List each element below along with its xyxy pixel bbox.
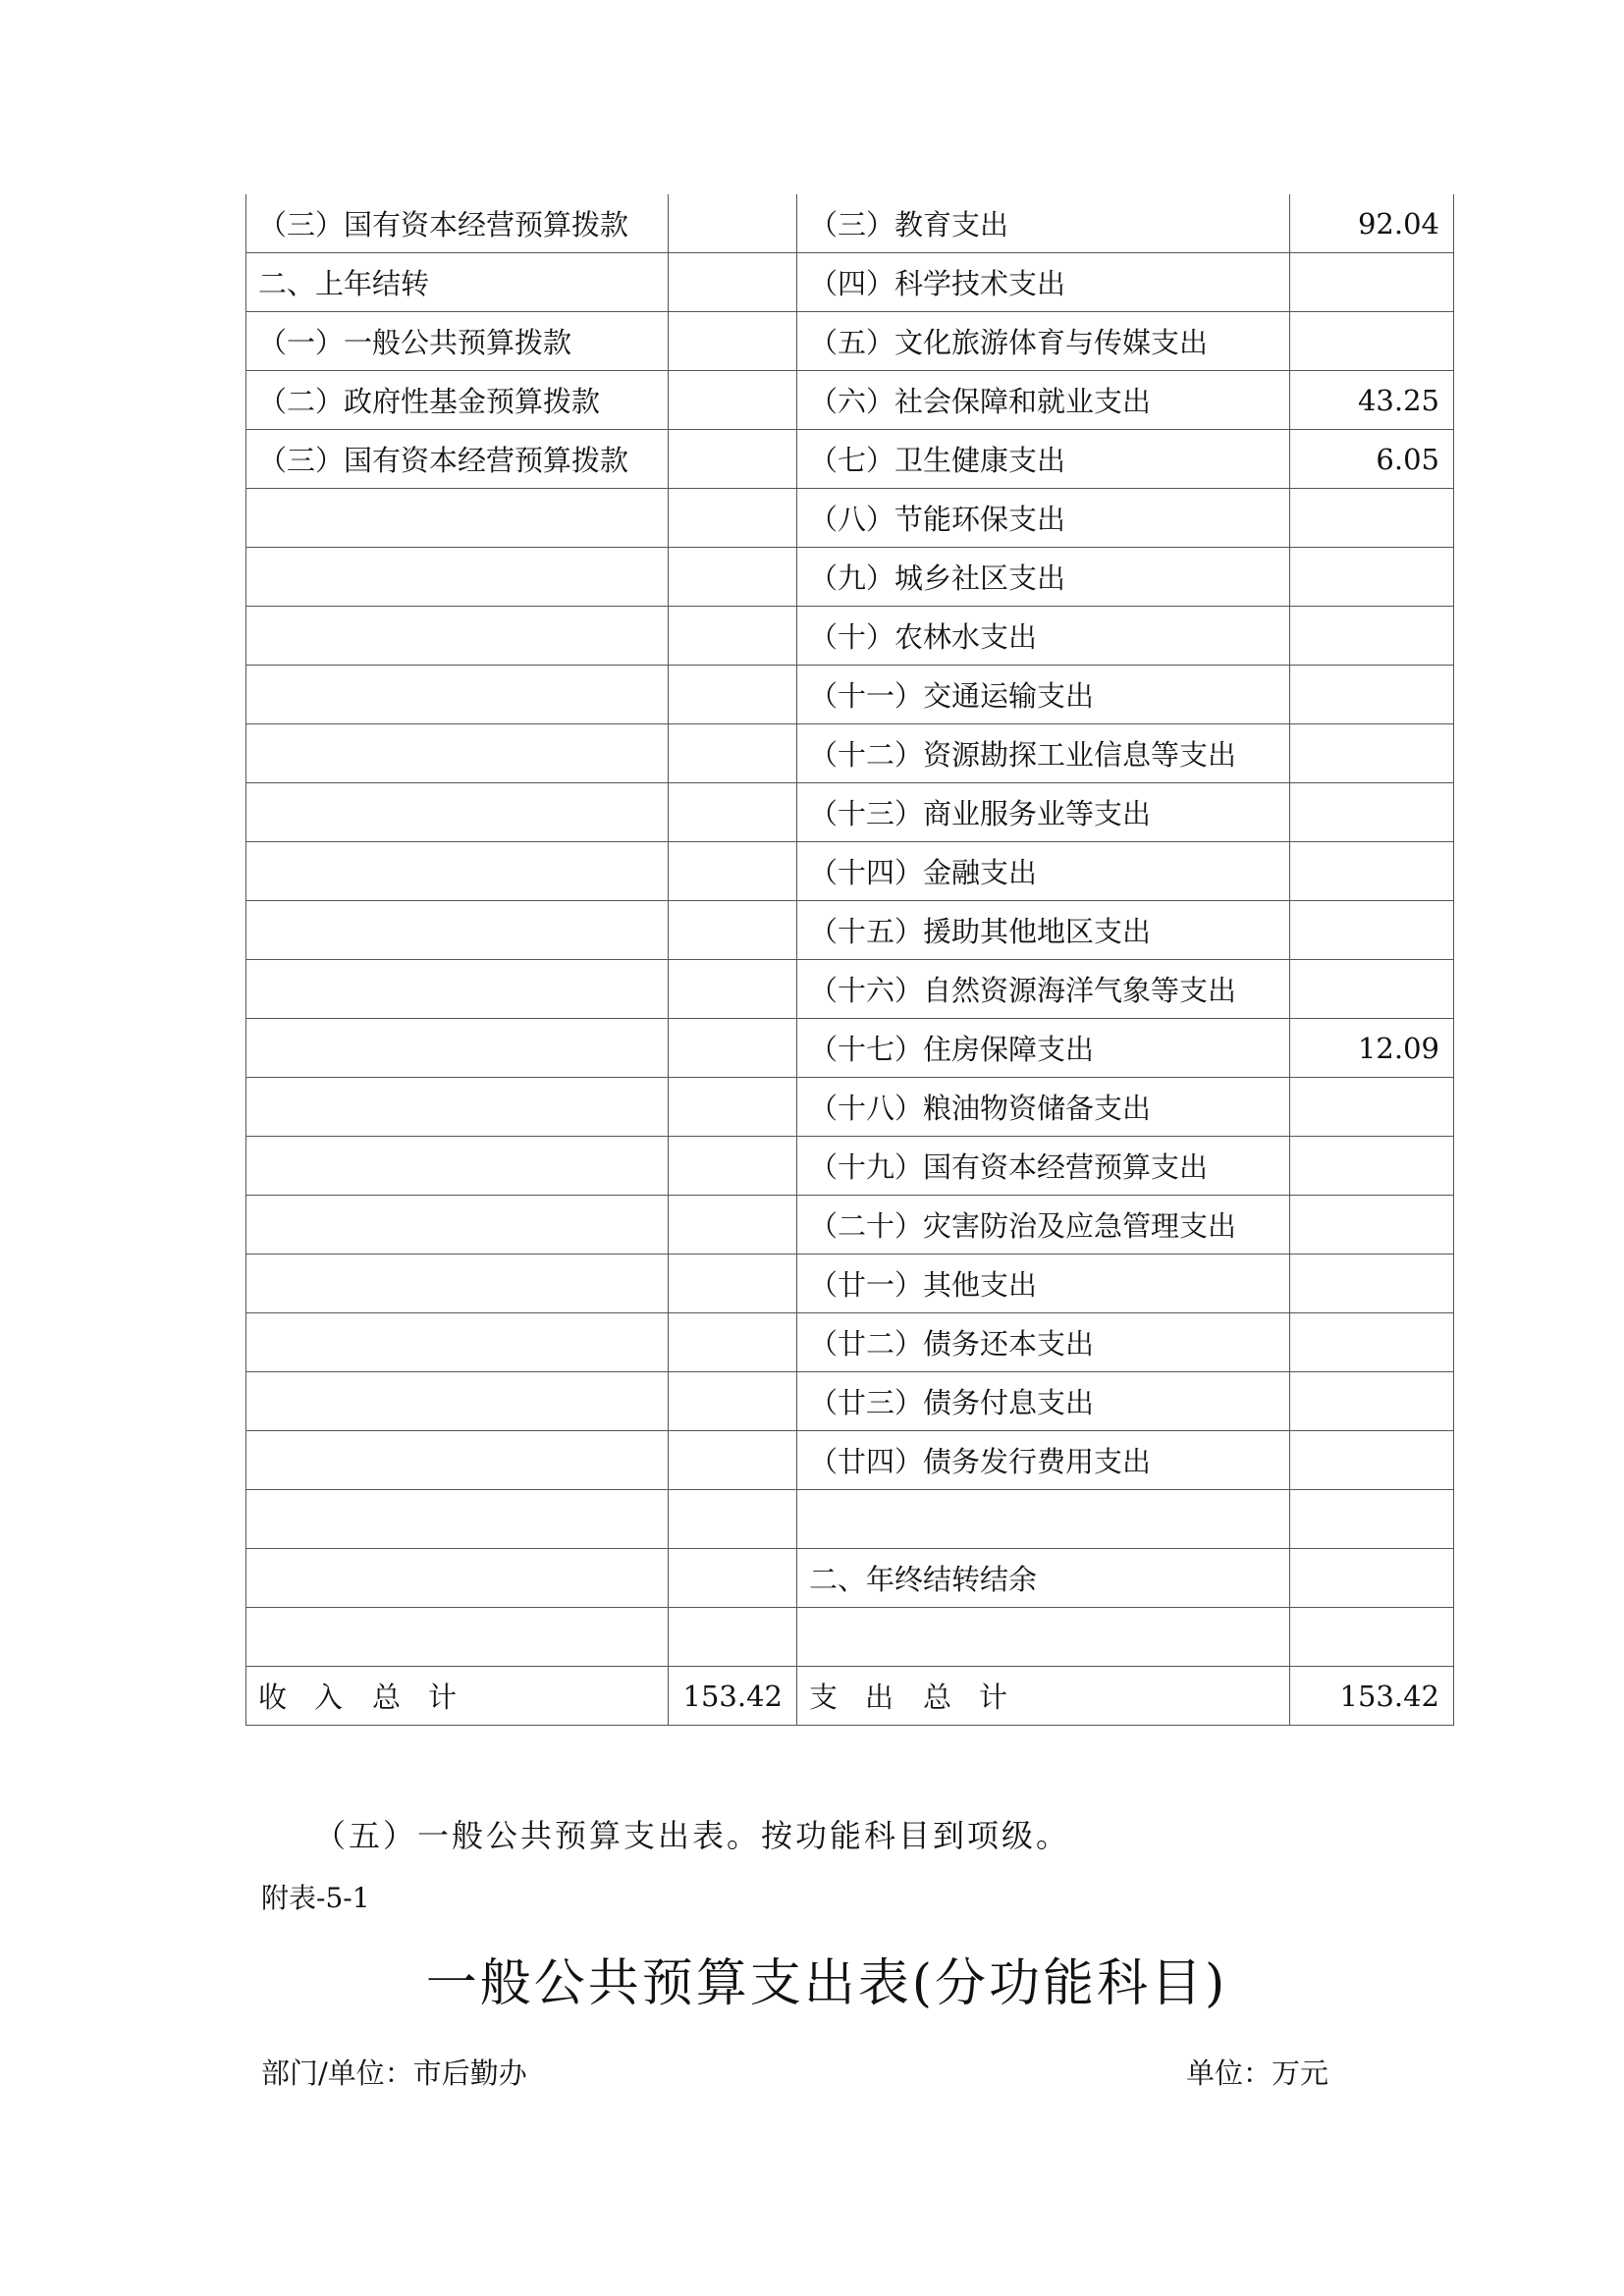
expense-amount-cell <box>1290 842 1454 901</box>
income-item-cell <box>246 901 669 960</box>
expense-amount-cell <box>1290 960 1454 1019</box>
expense-item-cell: （六）社会保障和就业支出 <box>797 371 1290 430</box>
income-item-cell <box>246 783 669 842</box>
income-item-cell: （二）政府性基金预算拨款 <box>246 371 669 430</box>
total-row <box>246 1667 1454 1726</box>
table-row <box>246 194 1454 253</box>
expense-item-cell: （廿四）债务发行费用支出 <box>797 1431 1290 1490</box>
income-amount-cell <box>669 194 797 253</box>
expense-amount-cell <box>1290 1196 1454 1255</box>
expense-amount-cell <box>1290 1490 1454 1549</box>
income-item-cell: （三）国有资本经营预算拨款 <box>246 430 669 489</box>
income-item-cell <box>246 1490 669 1549</box>
table-row <box>246 371 1454 430</box>
table-row <box>246 607 1454 666</box>
expense-amount-cell <box>1290 548 1454 607</box>
table-row <box>246 548 1454 607</box>
expense-item-cell: （廿三）债务付息支出 <box>797 1372 1290 1431</box>
expense-item-cell: （十四）金融支出 <box>797 842 1290 901</box>
income-item-cell <box>246 489 669 548</box>
expense-amount-cell <box>1290 666 1454 724</box>
table-row <box>246 901 1454 960</box>
income-item-cell <box>246 724 669 783</box>
table-row <box>246 253 1454 312</box>
total-label-char: 出 <box>865 1681 894 1714</box>
expense-item-cell: （十六）自然资源海洋气象等支出 <box>797 960 1290 1019</box>
income-amount-cell <box>669 842 797 901</box>
expense-amount-cell <box>1290 1372 1454 1431</box>
table-row <box>246 1490 1454 1549</box>
expense-item-cell <box>797 1490 1290 1549</box>
total-label-char: 计 <box>428 1681 458 1714</box>
expense-amount-cell <box>1290 1549 1454 1608</box>
expense-amount-cell <box>1290 1078 1454 1137</box>
expense-total-label <box>797 1667 1290 1726</box>
expense-amount-cell <box>1290 1608 1454 1667</box>
income-amount-cell <box>669 548 797 607</box>
expense-item-cell: （五）文化旅游体育与传媒支出 <box>797 312 1290 371</box>
expense-amount-cell <box>1290 607 1454 666</box>
income-amount-cell <box>669 1549 797 1608</box>
table-row <box>246 842 1454 901</box>
expense-amount-cell <box>1290 253 1454 312</box>
income-amount-cell <box>669 1372 797 1431</box>
table-row <box>246 1313 1454 1372</box>
department-label: 部门/单位：市后勤办 <box>261 2056 527 2090</box>
expense-amount-cell <box>1290 901 1454 960</box>
table-row <box>246 1196 1454 1255</box>
income-item-cell <box>246 1372 669 1431</box>
expense-amount-cell <box>1290 489 1454 548</box>
expense-item-cell: （九）城乡社区支出 <box>797 548 1290 607</box>
expense-amount-cell <box>1290 1313 1454 1372</box>
income-item-cell <box>246 1196 669 1255</box>
income-amount-cell <box>669 430 797 489</box>
budget-table-body <box>246 194 1454 1726</box>
expense-item-cell: （廿二）债务还本支出 <box>797 1313 1290 1372</box>
income-item-cell <box>246 1313 669 1372</box>
income-item-cell <box>246 607 669 666</box>
income-amount-cell <box>669 901 797 960</box>
income-item-cell <box>246 548 669 607</box>
expense-amount-cell: 43.25 <box>1290 371 1454 430</box>
total-label-char: 入 <box>314 1681 344 1714</box>
page-title: 一般公共预算支出表(分功能科目) <box>425 1954 1228 2013</box>
table-row <box>246 1137 1454 1196</box>
section-paragraph: （五）一般公共预算支出表。按功能科目到项级。 <box>314 1817 1071 1854</box>
income-item-cell: （一）一般公共预算拨款 <box>246 312 669 371</box>
total-label-char: 计 <box>979 1681 1008 1714</box>
expense-item-cell: （八）节能环保支出 <box>797 489 1290 548</box>
income-item-cell <box>246 1431 669 1490</box>
table-row <box>246 1372 1454 1431</box>
income-item-cell <box>246 960 669 1019</box>
table-row <box>246 1549 1454 1608</box>
total-label-char: 总 <box>923 1681 952 1714</box>
income-amount-cell <box>669 1078 797 1137</box>
table-row <box>246 783 1454 842</box>
income-amount-cell <box>669 371 797 430</box>
total-label-char: 收 <box>258 1681 288 1714</box>
table-row <box>246 430 1454 489</box>
income-item-cell <box>246 842 669 901</box>
table-row <box>246 1431 1454 1490</box>
table-row <box>246 1608 1454 1667</box>
income-amount-cell <box>669 1490 797 1549</box>
unit-label: 单位：万元 <box>1186 2056 1329 2090</box>
income-amount-cell <box>669 1431 797 1490</box>
income-item-cell <box>246 666 669 724</box>
table-row <box>246 1255 1454 1313</box>
expense-item-cell: （二十）灾害防治及应急管理支出 <box>797 1196 1290 1255</box>
table-row <box>246 724 1454 783</box>
expense-amount-cell <box>1290 1255 1454 1313</box>
income-amount-cell <box>669 1137 797 1196</box>
income-amount-cell <box>669 1608 797 1667</box>
income-item-cell <box>246 1137 669 1196</box>
expense-amount-cell: 12.09 <box>1290 1019 1454 1078</box>
income-item-cell <box>246 1549 669 1608</box>
income-amount-cell <box>669 1255 797 1313</box>
income-amount-cell <box>669 607 797 666</box>
table-row <box>246 960 1454 1019</box>
income-amount-cell <box>669 489 797 548</box>
total-label-char: 总 <box>372 1681 402 1714</box>
income-amount-cell <box>669 960 797 1019</box>
table-row <box>246 1078 1454 1137</box>
expense-item-cell: （十一）交通运输支出 <box>797 666 1290 724</box>
income-amount-cell <box>669 666 797 724</box>
expense-item-cell: （十三）商业服务业等支出 <box>797 783 1290 842</box>
appendix-label: 附表-5-1 <box>261 1882 370 1914</box>
expense-amount-cell <box>1290 724 1454 783</box>
income-total-value: 153.42 <box>669 1667 797 1726</box>
expense-item-cell: （十九）国有资本经营预算支出 <box>797 1137 1290 1196</box>
income-item-cell <box>246 1019 669 1078</box>
expense-item-cell: （七）卫生健康支出 <box>797 430 1290 489</box>
expense-item-cell: （四）科学技术支出 <box>797 253 1290 312</box>
income-amount-cell <box>669 724 797 783</box>
expense-amount-cell <box>1290 1137 1454 1196</box>
table-row <box>246 312 1454 371</box>
expense-amount-cell <box>1290 783 1454 842</box>
income-amount-cell <box>669 253 797 312</box>
income-amount-cell <box>669 783 797 842</box>
income-item-cell <box>246 1078 669 1137</box>
expense-item-cell: （廿一）其他支出 <box>797 1255 1290 1313</box>
table-row <box>246 666 1454 724</box>
income-amount-cell <box>669 312 797 371</box>
income-total-label <box>246 1667 669 1726</box>
income-item-cell <box>246 1255 669 1313</box>
income-item-cell <box>246 1608 669 1667</box>
expense-item-cell: （三）教育支出 <box>797 194 1290 253</box>
expense-item-cell <box>797 1608 1290 1667</box>
expense-amount-cell <box>1290 1431 1454 1490</box>
expense-item-cell: （十五）援助其他地区支出 <box>797 901 1290 960</box>
expense-item-cell: 二、年终结转结余 <box>797 1549 1290 1608</box>
table-row <box>246 489 1454 548</box>
income-item-cell: （三）国有资本经营预算拨款 <box>246 194 669 253</box>
expense-amount-cell <box>1290 312 1454 371</box>
expense-amount-cell: 6.05 <box>1290 430 1454 489</box>
table-row <box>246 1019 1454 1078</box>
expense-item-cell: （十七）住房保障支出 <box>797 1019 1290 1078</box>
expense-amount-cell: 92.04 <box>1290 194 1454 253</box>
budget-table <box>245 194 1454 1726</box>
income-amount-cell <box>669 1313 797 1372</box>
income-item-cell: 二、上年结转 <box>246 253 669 312</box>
income-amount-cell <box>669 1196 797 1255</box>
expense-item-cell: （十二）资源勘探工业信息等支出 <box>797 724 1290 783</box>
expense-item-cell: （十）农林水支出 <box>797 607 1290 666</box>
expense-total-value: 153.42 <box>1290 1667 1454 1726</box>
total-label-char: 支 <box>809 1681 839 1714</box>
income-amount-cell <box>669 1019 797 1078</box>
expense-item-cell: （十八）粮油物资储备支出 <box>797 1078 1290 1137</box>
